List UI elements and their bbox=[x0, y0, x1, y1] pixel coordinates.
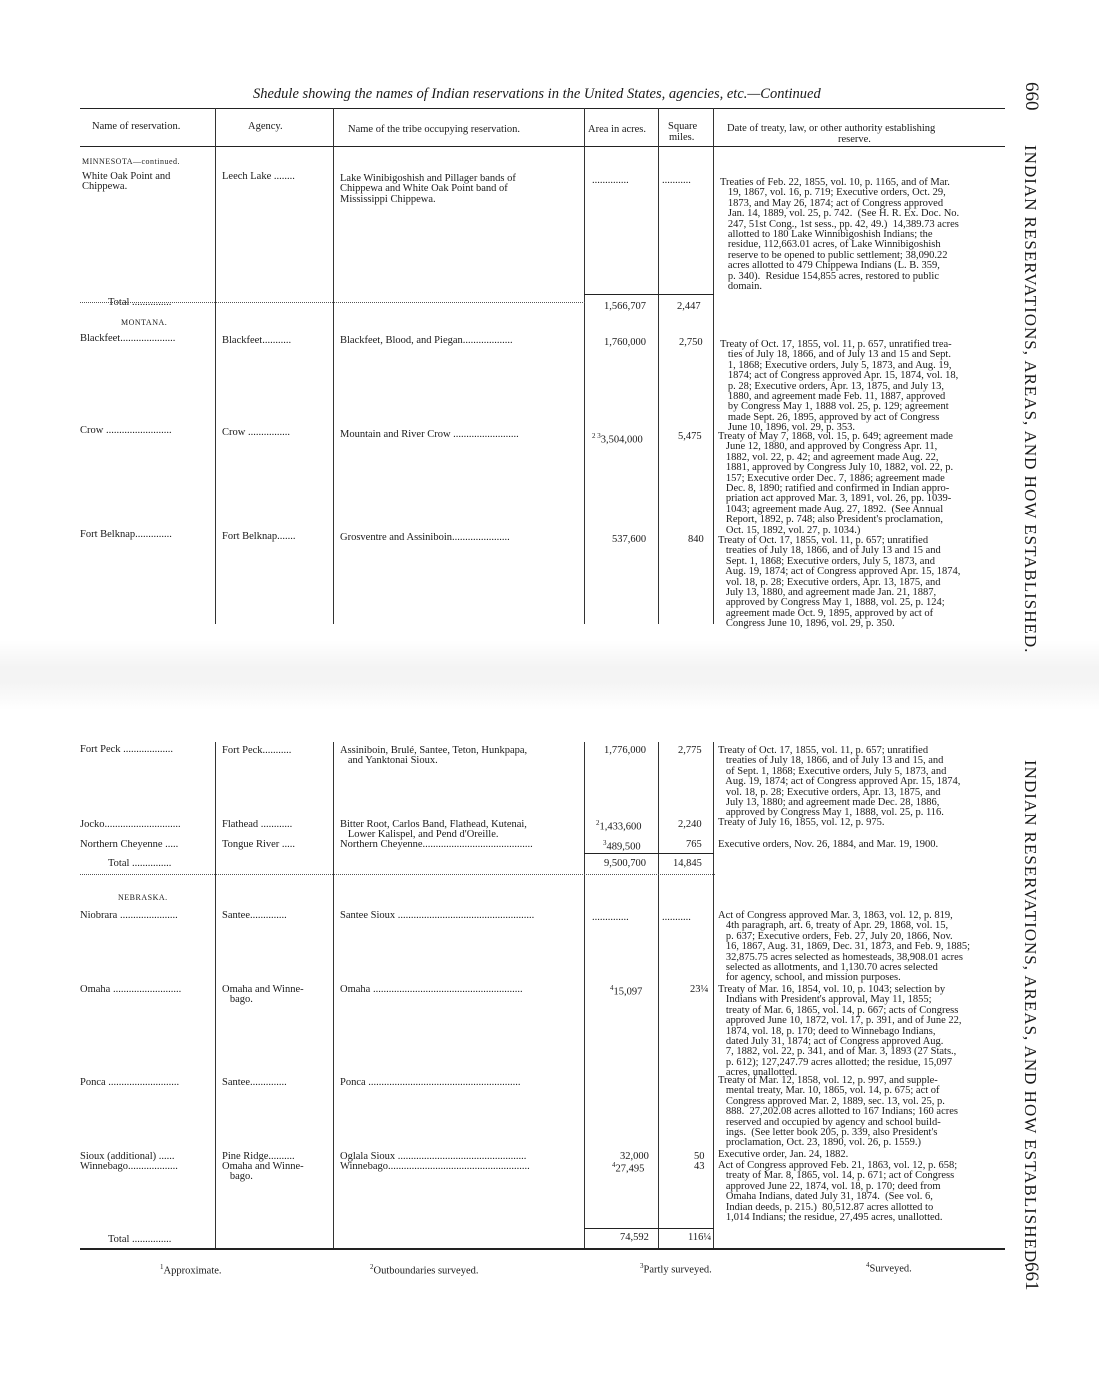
square-miles: ........... bbox=[662, 175, 691, 186]
section-heading: NEBRASKA. bbox=[118, 893, 168, 902]
agency-name: Crow ................ bbox=[222, 427, 290, 438]
tribe-name: Grosventre and Assiniboin...................... bbox=[340, 532, 510, 543]
total-acres: 9,500,700 bbox=[604, 858, 646, 869]
agency-name: Blackfeet........... bbox=[222, 335, 292, 346]
col-header-sqmiles: Square bbox=[668, 121, 698, 132]
treaty-text: Act of Congress approved Mar. 3, 1863, vol. 12, p. 819, 4th paragraph, art. 6, treaty of Apr. 29, 1868, vol. 15, p. 637; Executive orders, Feb. 27, July 20, 1866, Nov. 16, 1867, Aug. 31, 1869, Dec. 31, 1873, and Feb. 9, 1885; 32,875.75 acres selected as homesteads, 38,908.01 acres selected as allotments, and 1,130.70 acres selected for agency, school, and mission purposes. bbox=[718, 910, 970, 984]
square-miles: 23¼ bbox=[690, 984, 709, 995]
reservation-name: White Oak Point and Chippewa. bbox=[82, 171, 171, 193]
area-acres: 1,776,000 bbox=[604, 745, 646, 756]
agency-name: Santee.............. bbox=[222, 1077, 287, 1088]
reservation-name: Fort Belknap.............. bbox=[80, 529, 172, 540]
col-header-tribe: Name of the tribe occupying reservation. bbox=[348, 124, 521, 135]
agency-name: Fort Peck........... bbox=[222, 745, 292, 756]
subtotal-rule bbox=[584, 853, 714, 854]
page-number-top: 660 bbox=[1021, 82, 1042, 111]
col-divider bbox=[333, 108, 334, 624]
col-divider bbox=[658, 108, 659, 624]
treaty-text: Treaties of Feb. 22, 1855, vol. 10, p. 1165, and of Mar. 19, 1867, vol. 16, p. 719; Executive orders, Oct. 29, 1873, and May 26, 1874; act of Congress approved Jan. 14, 1889, vol. 25, p. 742. (See H. R. Ex. Doc. No. 247, 51st Cong., 1st sess., pp. 42, 49.) 14,389.73 acres allotted to 180 Lake Winnibigoshish Indians; the residue, 112,663.01 acres, of Lake Winnibigoshish reserve to be opened to public settlement; 38,090.22 acres allotted to 479 Chippewa Indians (L. B. 359, p. 340). Residue 154,855 acres, restored to public domain. bbox=[720, 177, 960, 293]
treaty-text: Executive orders, Nov. 26, 1884, and Mar. 19, 1900. bbox=[718, 839, 939, 850]
col-header-acres: Area in acres. bbox=[588, 124, 647, 135]
agency-name: Pine Ridge.......... bbox=[222, 1151, 295, 1162]
area-acres: .............. bbox=[592, 175, 629, 186]
square-miles: 840 bbox=[688, 534, 704, 545]
treaty-text: Act of Congress approved Feb. 21, 1863, vol. 12, p. 658; treaty of Mar. 8, 1865, vol. 14, p. 671; act of Congress approved June 22, 1874, vol. 18, p. 170; deed from Omaha Indians, dated July 31, 1874. (See vol. 6, Indian deeds, p. 215.) 80,512.87 acres allotted to 1,014 Indians; the residue, 27,495 acres, unallotted. bbox=[718, 1160, 958, 1224]
reservation-name: Ponca ........................... bbox=[80, 1077, 180, 1088]
tribe-name: Blackfeet, Blood, and Piegan................... bbox=[340, 335, 513, 346]
area-acres: $^4$27,495 bbox=[612, 1161, 645, 1175]
section-heading: MONTANA. bbox=[121, 318, 168, 327]
reservation-name: Crow ......................... bbox=[80, 425, 172, 436]
area-acres: 32,000 bbox=[620, 1151, 649, 1162]
square-miles: 2,775 bbox=[678, 745, 702, 756]
reservation-name: Sioux (additional) ...... bbox=[80, 1151, 175, 1162]
col-header-treaty: Date of treaty, law, or other authority establishing bbox=[727, 123, 936, 134]
reservation-name: Winnebago................... bbox=[80, 1161, 178, 1172]
footnote-2: $^2$Outboundaries surveyed. bbox=[370, 1263, 479, 1277]
treaty-text: Treaty of July 16, 1855, vol. 12, p. 975. bbox=[718, 817, 885, 828]
treaty-text: Treaty of Oct. 17, 1855, vol. 11, p. 657; unratified treaties of July 18, 1866, and of July 13 and 15 and Sept. 1, 1868; Executive orders, July 5, 1873, and Aug. 19, 1874; act of Congress approved Apr. 15, 1874, vol. 18, p. 28; Executive orders, Apr. 13, 1875, and July 13, 1880, and agreement made Jan. 21, 1887, approved by Congress May 1, 1888, vol. 25, p. 124; agreement made Oct. 9, 1895, approved by act of Congress June 10, 1896, vol. 29, p. 350. bbox=[718, 535, 961, 630]
tribe-name: Omaha ......................................................... bbox=[340, 984, 523, 995]
col-divider bbox=[713, 742, 714, 1250]
area-acres: 537,600 bbox=[612, 534, 647, 545]
header-top-rule bbox=[80, 108, 1005, 109]
reservation-name: Fort Peck ................... bbox=[80, 744, 174, 755]
col-header-treaty-2: reserve. bbox=[838, 134, 871, 145]
footnote-1: $^1$Approximate. bbox=[160, 1263, 222, 1277]
treaty-text: Treaty of Mar. 16, 1854, vol. 10, p. 1043; selection by Indians with President's approval, May 11, 1855; treaty of Mar. 6, 1865, vol. 14, p. 667; acts of Congress approved June 10, 1872, vol. 17, p. 391, and of June 22, 1874, vol. 18, p. 170; deed to Winnebago Indians, dated July 31, 1874; act of Congress approved Aug. 7, 1882, vol. 22, p. 341, and of Mar. 3, 1893 (27 Stats., p. 612); 127,247.79 acres allotted; the residue, 15,097 acres, unallotted. bbox=[718, 984, 962, 1079]
col-divider bbox=[584, 108, 585, 624]
total-label: Total ............... bbox=[108, 858, 172, 869]
tribe-name: Assiniboin, Brulé, Santee, Teton, Hunkpapa, and Yanktonai Sioux. bbox=[340, 745, 528, 767]
tribe-name: Bitter Root, Carlos Band, Flathead, Kutenai, Lower Kalispel, and Pend d'Oreille. bbox=[340, 819, 527, 841]
col-divider bbox=[333, 742, 334, 1250]
page-number-bottom: 661 bbox=[1021, 1262, 1042, 1291]
tribe-name: Winnebago...................................................... bbox=[340, 1161, 530, 1172]
col-divider bbox=[584, 742, 585, 1250]
total-sqmiles: 2,447 bbox=[677, 301, 701, 312]
running-head-bottom: INDIAN RESERVATIONS, AREAS, AND HOW ESTABLISHED. bbox=[1021, 760, 1040, 1269]
agency-name: Leech Lake ........ bbox=[222, 171, 295, 182]
area-acres: $^4$15,097 bbox=[610, 984, 643, 998]
area-acres: $^3$489,500 bbox=[603, 839, 641, 853]
square-miles: 5,475 bbox=[678, 431, 702, 442]
agency-name: Omaha and Winne- bago. bbox=[222, 984, 304, 1006]
agency-name: Omaha and Winne- bago. bbox=[222, 1161, 304, 1183]
treaty-text: Treaty of Oct. 17, 1855, vol. 11, p. 657, unratified trea- ties of July 18, 1866, and of July 13 and 15 and Sept. 1, 1868; Executive orders, July 5, 1873, and Aug. 19, 1874; act of Congress approved Apr. 15, 1874, vol. 18, p. 28; Executive orders, Apr. 13, 1875, and July 13, 1880, and agreement made Feb. 11, 1887, approved by Congress May 1, 1888 vol. 25, p. 129; agreement made Sept. 26, 1895, approved by act of Congress June 10, 1896, vol. 29, p. 353. bbox=[720, 339, 959, 434]
col-header-sqmiles-2: miles. bbox=[669, 132, 695, 143]
treaty-text: Treaty of Oct. 17, 1855, vol. 11, p. 657; unratified treaties of July 18, 1866, and of July 13 and 15, and of Sept. 1, 1868; Executive orders, July 5, 1873, and Aug. 19, 1874; act of Congress approved Apr. 15, 1874, vol. 18, p. 28; Executive orders, Apr. 13, 1875, and July 13, 1880; and agreement made Dec. 28, 1886, approved by Congress May 1, 1888, vol. 25, p. 116. bbox=[718, 745, 961, 819]
reservation-name: Omaha .......................... bbox=[80, 984, 182, 995]
col-header-agency: Agency. bbox=[248, 121, 283, 132]
tribe-name: Ponca .......................................................... bbox=[340, 1077, 521, 1088]
area-acres: $^2$1,433,600 bbox=[596, 819, 642, 833]
col-divider bbox=[215, 742, 216, 1250]
total-acres: 1,566,707 bbox=[604, 301, 646, 312]
total-dotted-rule bbox=[80, 302, 585, 303]
footnote-3: $^3$Partly surveyed. bbox=[640, 1262, 712, 1276]
square-miles: ........... bbox=[662, 912, 691, 923]
tribe-name: Mountain and River Crow ......................... bbox=[340, 429, 519, 440]
treaty-text: Treaty of May 7, 1868, vol. 15, p. 649; agreement made June 12, 1880, and approved by Congress Apr. 11, 1882, vol. 22, p. 42; and agreement made Aug. 22, 1881, approved by Congress July 10, 1882, vol. 22, p. 157; Executive order Dec. 7, 1886; agreement made Dec. 8, 1890; ratified and confirmed in Indian appro- priation act approved Mar. 3, 1891, vol. 26, pp. 1039- 1043; agreement made Aug. 27, 1892. (See Annual Report, 1892, p. 748; also President's proclamation, Oct. 15, 1892, vol. 27, p. 1034.) bbox=[718, 431, 954, 536]
square-miles: 2,240 bbox=[678, 819, 702, 830]
area-acres: .............. bbox=[592, 912, 629, 923]
square-miles: 43 bbox=[694, 1161, 705, 1172]
total-label: Total ............... bbox=[108, 1234, 172, 1245]
total-sqmiles: 14,845 bbox=[673, 858, 702, 869]
agency-name: Flathead ............ bbox=[222, 819, 293, 830]
reservation-name: Jocko............................. bbox=[80, 819, 181, 830]
page-title: Shedule showing the names of Indian reservations in the United States, agencies, etc.—Continued bbox=[253, 86, 821, 102]
tribe-name: Lake Winibigoshish and Pillager bands of Chippewa and White Oak Point band of Mississippi Chippewa. bbox=[340, 173, 516, 205]
tribe-name: Oglala Sioux ................................................. bbox=[340, 1151, 527, 1162]
col-divider bbox=[658, 742, 659, 1250]
area-acres: $^{2 3}$3,504,000 bbox=[592, 432, 643, 446]
area-acres: 1,760,000 bbox=[604, 337, 646, 348]
subtotal-rule bbox=[584, 1228, 714, 1229]
total-label: Total ............... bbox=[108, 297, 172, 308]
running-head-top: INDIAN RESERVATIONS, AREAS, AND HOW ESTABLISHED. bbox=[1021, 145, 1040, 654]
header-bottom-rule bbox=[80, 146, 1005, 147]
reservation-name: Blackfeet..................... bbox=[80, 333, 176, 344]
footnote-4: $^4$Surveyed. bbox=[866, 1261, 912, 1275]
subtotal-rule bbox=[584, 294, 714, 295]
total-acres: 74,592 bbox=[620, 1232, 649, 1243]
agency-name: Santee.............. bbox=[222, 910, 287, 921]
col-divider bbox=[215, 108, 216, 624]
reservation-name: Niobrara ...................... bbox=[80, 910, 178, 921]
reservation-name: Northern Cheyenne ..... bbox=[80, 839, 179, 850]
treaty-text: Treaty of Mar. 12, 1858, vol. 12, p. 997, and supple- mental treaty, Mar. 10, 1865, vol. 14, p. 675; act of Congress approved Mar. 2, 1889, sec. 13, vol. 25, p. 888. 27,202.08 acres allotted to 167 Indians; 160 acres reserved and occupied by agency and school build- ings. (See letter book 205, p. 339, also President's proclamation, Oct. 23, 1890, vol. 26, p. 1559.) bbox=[718, 1075, 958, 1149]
square-miles: 2,750 bbox=[679, 337, 703, 348]
page-fold bbox=[0, 640, 1099, 710]
tribe-name: Northern Cheyenne.......................................... bbox=[340, 839, 533, 850]
agency-name: Tongue River ..... bbox=[222, 839, 296, 850]
total-sqmiles: 116¼ bbox=[688, 1232, 712, 1243]
square-miles: 50 bbox=[694, 1151, 705, 1162]
table-bottom-rule bbox=[80, 1248, 1005, 1250]
agency-name: Fort Belknap....... bbox=[222, 531, 296, 542]
col-divider bbox=[713, 108, 714, 624]
square-miles: 765 bbox=[686, 839, 702, 850]
col-header-reservation: Name of reservation. bbox=[92, 121, 181, 132]
treaty-text: Executive order, Jan. 24, 1882. bbox=[718, 1149, 849, 1160]
section-heading: MINNESOTA—continued. bbox=[82, 157, 181, 166]
total-dotted-rule bbox=[80, 874, 715, 875]
tribe-name: Santee Sioux .................................................... bbox=[340, 910, 535, 921]
